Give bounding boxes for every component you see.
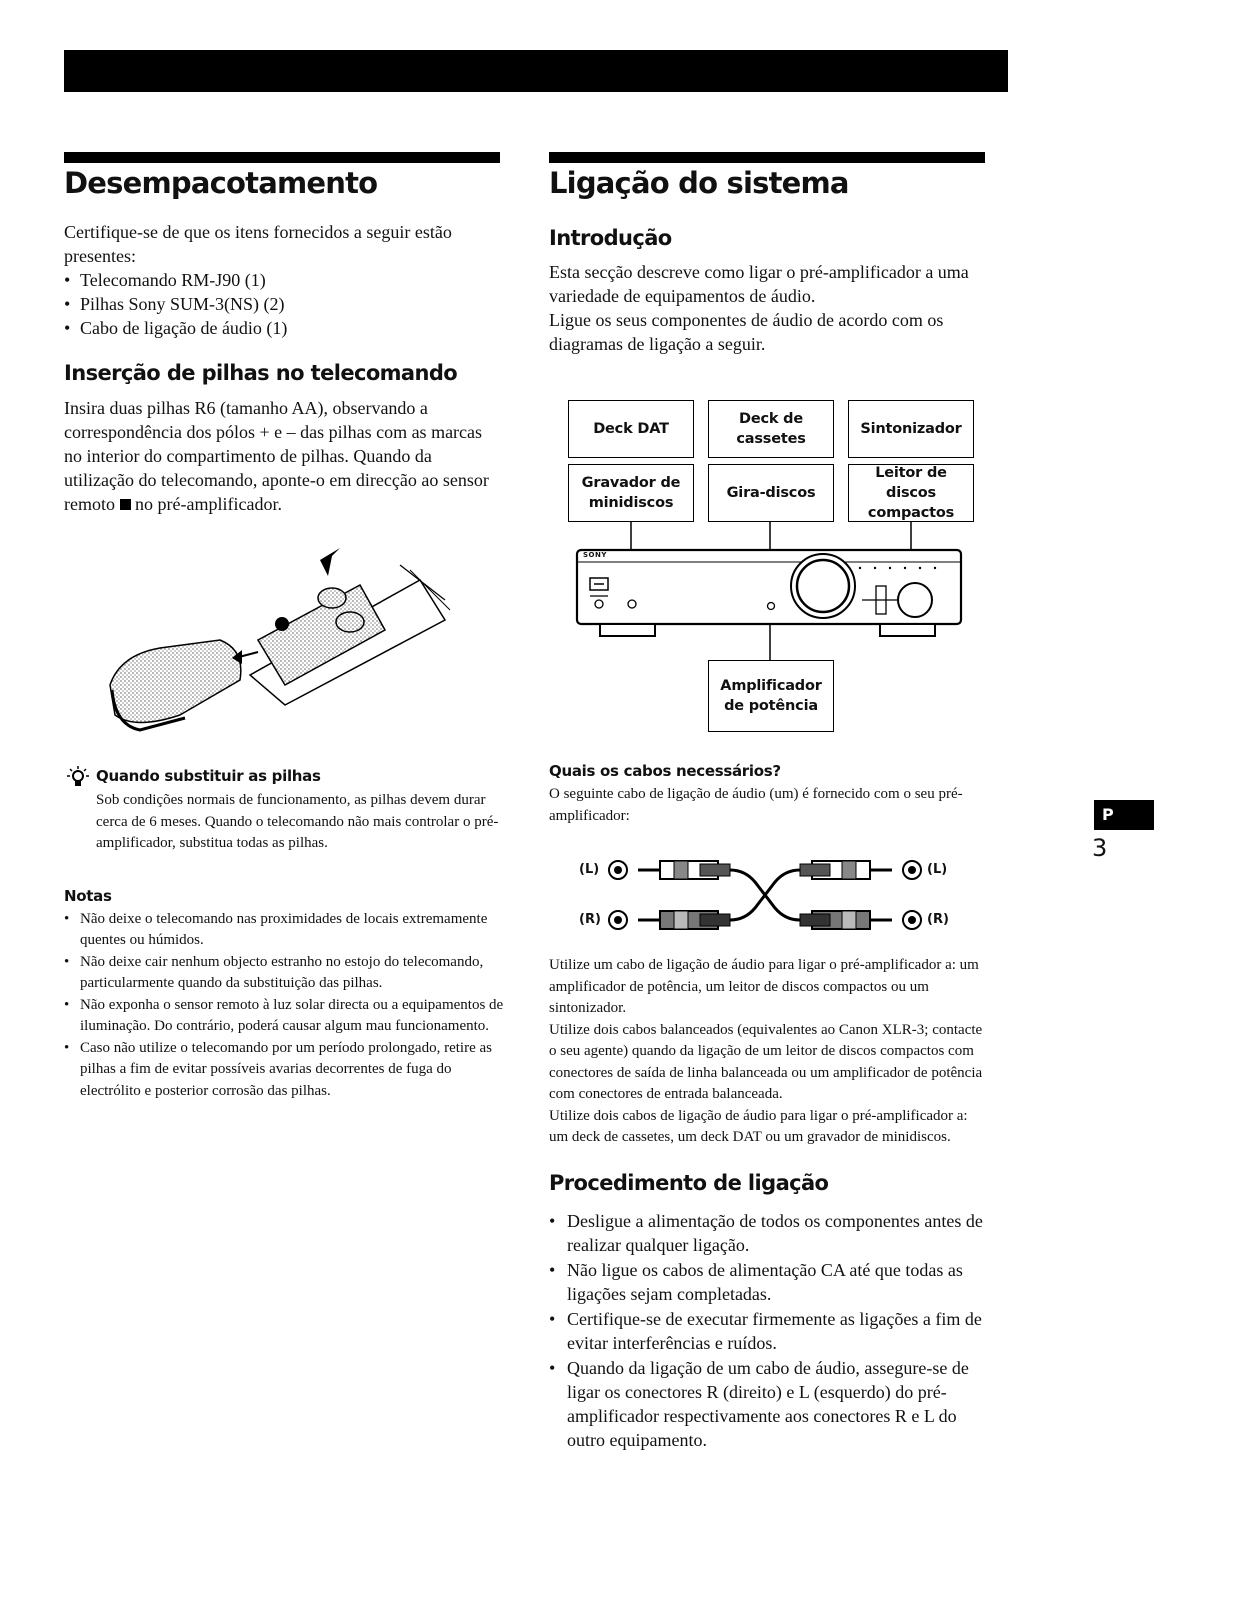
usage-p2: Utilize dois cabos balanceados (equivalentes ao Canon XLR-3; contacte o seu agente) quando da ligação de um leitor de discos compactos com conectores de saída de linha balanceada ou um amplificador de potência com conectores de entrada balanceada. [549,1021,983,1102]
intro-p1: Esta secção descreve como ligar o pré-amplificador a uma variedade de equipamentos de áudio. [549,262,969,306]
notes-list [64,909,504,1103]
intro-heading: Introdução [549,226,672,250]
list-item: • Caso não utilize o telecomando por um período prolongado, retire as pilhas a fim de evitar possíveis avarias decorrentes de fuga do electrólito e posterior corrosão das pilhas. [64,1038,504,1103]
list-item: • Quando da ligação de um cabo de áudio, assegure-se de ligar os conectores R (direito) e L (esquerdo) do pré-amplificador respectivamente aos conectores R e L do outro equipamento. [549,1356,989,1452]
box-gravador: Gravador de minidiscos [568,464,694,522]
supplied-items-list [64,268,504,340]
header-bar [64,50,1008,92]
brand-logo: SONY [583,551,607,559]
usage-p3: Utilize dois cabos de ligação de áudio para ligar o pré-amplificador a: um deck de cassetes, um deck DAT ou um gravador de minidiscos. [549,1107,968,1145]
procedure-heading: Procedimento de ligação [549,1170,829,1195]
cable-label-r-left: (R) [579,912,601,927]
cable-label-r-right: (R) [927,912,949,927]
procedure-list [549,1209,989,1452]
tip-block [64,764,504,1102]
cable-label-l-right: (L) [927,862,948,877]
preamplifier-illustration [570,520,970,660]
remote-battery-illustration [100,540,460,740]
battery-text: Insira duas pilhas R6 (tamanho AA), observando a correspondência dos pólos + e – das pilhas com as marcas no interior do compartimento de pilhas. Quando da utilização do telecomando, aponte-o em direcção ao sensor remoto no pré-amplificador. [64,398,489,514]
page-title-unpacking: Desempacotamento [64,166,378,200]
page-title-connection: Ligação do sistema [549,166,849,200]
list-item: • Não deixe cair nenhum objecto estranho no estojo do telecomando, particularmente quando da substituição das pilhas. [64,952,504,995]
notes-heading: Notas [64,886,112,905]
usage-p1: Utilize um cabo de ligação de áudio para ligar o pré-amplificador a: um amplificador de potência, um leitor de discos compactos ou um sintonizador. [549,957,979,1016]
lightbulb-icon [64,764,92,788]
page-number: 3 [1092,834,1108,862]
battery-heading: Inserção de pilhas no telecomando [64,361,458,385]
language-tab: P [1094,800,1154,830]
unpacking-intro: Certifique-se de que os itens fornecidos a seguir estão presentes: [64,222,452,266]
section-rule-left [64,152,500,163]
box-leitor: Leitor de discos compactos [848,464,974,522]
list-item: • Não exponha o sensor remoto à luz solar directa ou a equipamentos de iluminação. Do contrário, poderá causar algum mau funcionamento. [64,995,504,1038]
right-column [549,166,989,356]
box-deck-dat: Deck DAT [568,400,694,458]
cables-block [549,762,989,827]
remote-sensor-icon [120,499,131,510]
usage-block [549,955,989,1453]
intro-p2: Ligue os seus componentes de áudio de acordo com os diagramas de ligação a seguir. [549,310,944,354]
cable-label-l-left: (L) [579,862,600,877]
list-item: • Não ligue os cabos de alimentação CA até que todas as ligações sejam completadas. [549,1258,989,1306]
tip-text: Sob condições normais de funcionamento, as pilhas devem durar cerca de 6 meses. Quando o telecomando não mais controlar o pré-amplificador, substitua todas as pilhas. [96,792,499,851]
list-item: • Telecomando RM-J90 (1) [64,268,504,292]
list-item: • Certifique-se de executar firmemente as ligações a fim de evitar interferências e ruídos. [549,1307,989,1355]
audio-cable-drawing [600,850,930,940]
box-deck-cassetes: Deck de cassetes [708,400,834,458]
box-amplificador: Amplificador de potência [708,660,834,732]
list-item: • Cabo de ligação de áudio (1) [64,316,504,340]
list-item: • Desligue a alimentação de todos os componentes antes de realizar qualquer ligação. [549,1209,989,1257]
cables-text: O seguinte cabo de ligação de áudio (um) é fornecido com o seu pré-amplificador: [549,786,963,824]
box-sintonizador: Sintonizador [848,400,974,458]
box-gira-discos: Gira-discos [708,464,834,522]
tip-header [64,764,504,788]
section-rule-right [549,152,985,163]
list-item: • Não deixe o telecomando nas proximidades de locais extremamente quentes ou húmidos. [64,909,504,952]
tip-heading: Quando substituir as pilhas [96,767,321,785]
cables-heading: Quais os cabos necessários? [549,762,781,780]
list-item: • Pilhas Sony SUM-3(NS) (2) [64,292,504,316]
left-column [64,166,504,516]
